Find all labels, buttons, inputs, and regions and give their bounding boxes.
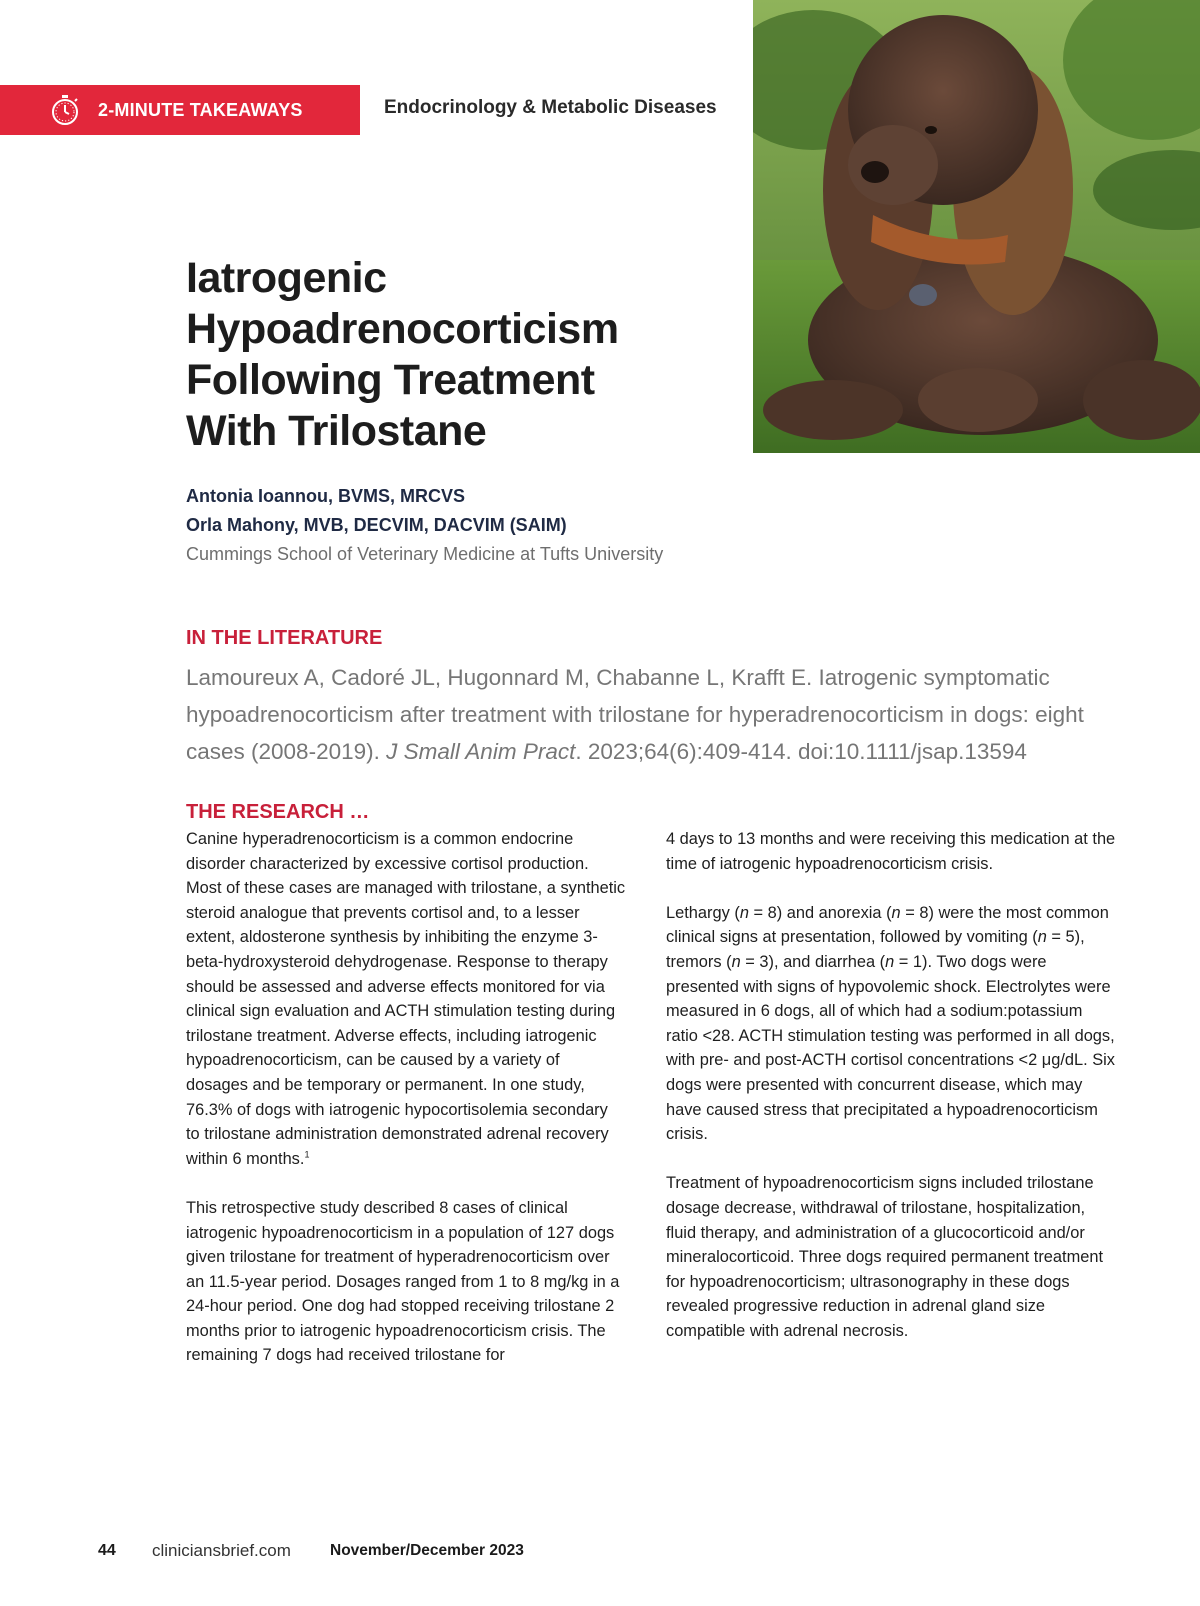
reference-marker: 1: [304, 1149, 310, 1160]
issue-date: November/December 2023: [330, 1542, 524, 1559]
title-line: Following Treatment: [186, 356, 595, 404]
body-column-left: [186, 827, 626, 1393]
title-line: Iatrogenic: [186, 254, 387, 302]
research-heading: THE RESEARCH …: [186, 801, 370, 823]
author-name: Antonia Ioannou, BVMS, MRCVS: [186, 486, 465, 506]
site-link[interactable]: cliniciansbrief.com: [152, 1541, 291, 1560]
author-block: [186, 482, 663, 569]
body-paragraph: Treatment of hypoadrenocorticism signs included trilostane dosage decrease, withdrawal of trilostane, hospitalization, fluid therapy, and administration of a glucocorticoid and/or mineralocorticoid. Three dogs required permanent treatment for hypoadrenocorticism; ultrasonography in these dogs revealed progressive reduction in adrenal gland size compatible with adrenal necrosis.: [666, 1174, 1104, 1340]
category-label: Endocrinology & Metabolic Diseases: [384, 97, 717, 118]
citation-text: Lamoureux A, Cadoré JL, Hugonnard M, Chabanne L, Krafft E. Iatrogenic symptomatic hypoadrenocorticism after treatment with trilostane for hyperadrenocorticism in dogs: eight cases (2008-2019).: [186, 665, 1084, 764]
body-paragraph: [186, 827, 626, 1171]
title-line: Hypoadrenocorticism: [186, 305, 619, 353]
literature-citation: [186, 659, 1106, 770]
poodle-photo: [753, 0, 1200, 453]
body-paragraph: 4 days to 13 months and were receiving this medication at the time of iatrogenic hypoadrenocorticism crisis.: [666, 830, 1116, 873]
stopwatch-icon: [48, 93, 82, 127]
author-affiliation: Cummings School of Veterinary Medicine at Tufts University: [186, 544, 664, 564]
body-paragraph: This retrospective study described 8 cases of clinical iatrogenic hypoadrenocorticism in a population of 127 dogs given trilostane for treatment of hyperadrenocorticism over an 11.5-year period. Dosages ranged from 1 to 8 mg/kg in a 24-hour period. One dog had stopped receiving trilostane 2 months prior to iatrogenic hypoadrenocorticism crisis. The remaining 7 dogs had received trilostane for: [186, 1198, 620, 1365]
citation-details: . 2023;64(6):409-414. doi:10.1111/jsap.13594: [575, 739, 1027, 764]
page-footer: [98, 1541, 524, 1561]
body-paragraph: Lethargy (n = 8) and anorexia (n = 8) were the most common clinical signs at presentation, followed by vomiting (n = 5), tremors (n = 3), and diarrhea (n = 1). Two dogs were presented with signs of hypovolemic shock. Electrolytes were measured in 6 dogs, all of which had a sodium:potassium ratio <28. ACTH stimulation testing was performed in all dogs, with pre- and post-ACTH cortisol concentrations <2 μg/dL. Six dogs were presented with concurrent disease, which may have caused stress that precipitated a hypoadrenocorticism crisis.: [666, 903, 1116, 1144]
literature-heading: IN THE LITERATURE: [186, 627, 383, 649]
paragraph-text: Canine hyperadrenocorticism is a common endocrine disorder characterized by excessive cortisol production. Most of these cases are managed with trilostane, a synthetic steroid analogue that prevents cortisol and, to a lesser extent, aldosterone synthesis by inhibiting the enzyme 3-beta-hydroxysteroid dehydrogenase. Response to therapy should be assessed and adverse effects monitored for via clinical sign evaluation and ACTH stimulation testing during trilostane treatment. Adverse effects, including iatrogenic hypoadrenocorticism, can be caused by a variety of dosages and be temporary or permanent. In one study, 76.3% of dogs with iatrogenic hypocortisolemia secondary to trilostane administration demonstrated adrenal recovery within 6 months.: [186, 830, 626, 1168]
page-number: 44: [98, 1542, 116, 1559]
citation-journal: J Small Anim Pract: [386, 739, 576, 764]
author-name: Orla Mahony, MVB, DECVIM, DACVIM (SAIM): [186, 515, 567, 535]
section-banner: [0, 85, 360, 135]
title-line: With Trilostane: [186, 407, 487, 455]
body-column-right: [666, 827, 1116, 1368]
article-title: [186, 253, 706, 457]
banner-label: 2-MINUTE TAKEAWAYS: [98, 100, 303, 120]
